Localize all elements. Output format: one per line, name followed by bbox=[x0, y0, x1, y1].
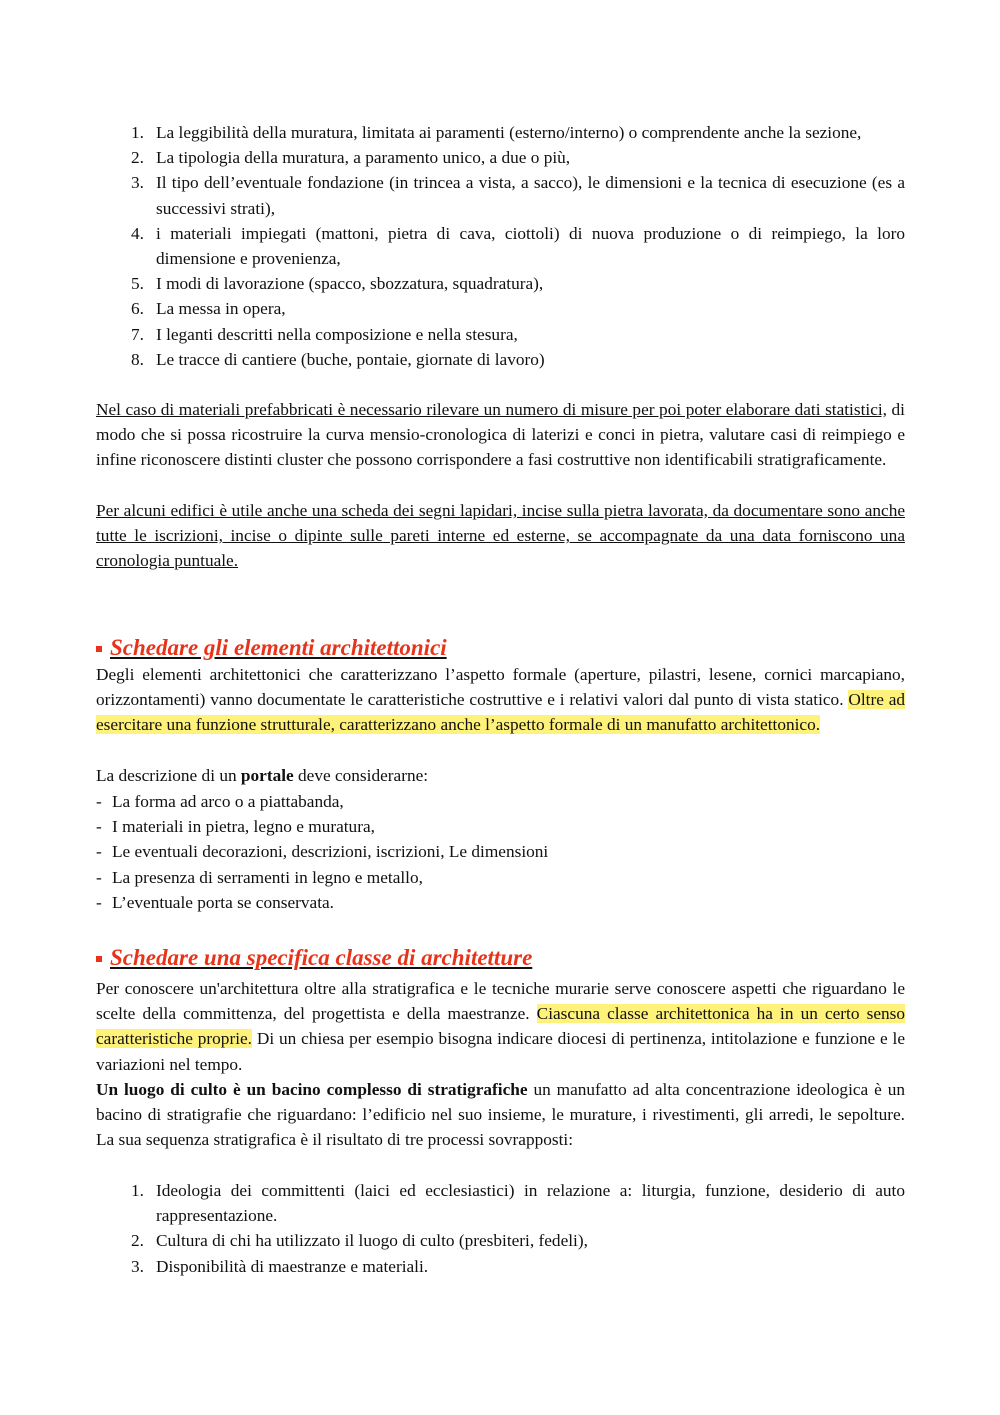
list-item bbox=[96, 1254, 905, 1279]
list-item bbox=[96, 814, 905, 839]
dash-bullet: - bbox=[96, 867, 102, 887]
list-item-text: Cultura di chi ha utilizzato il luogo di culto (presbiteri, fedeli), bbox=[156, 1231, 588, 1251]
list-item-text: L’eventuale porta se conservata. bbox=[112, 892, 334, 912]
list-item bbox=[96, 271, 905, 296]
paragraph-text: Degli elementi architettonici che caratterizzano l’aspetto formale (aperture, pilastri, lesene, cornici marcapiano, orizzontamenti) vanno documentate le caratteristiche costruttive e i relativi valori dal punto di vista statico. bbox=[96, 665, 905, 710]
list-item bbox=[96, 890, 905, 915]
list-item-text: La forma ad arco o a piattabanda, bbox=[112, 792, 344, 811]
dash-bullet: - bbox=[96, 792, 102, 811]
list-item bbox=[96, 221, 905, 271]
list-item-text: i materiali impiegati (mattoni, pietra di cava, ciottoli) di nuova produzione o di reimpiego, la loro dimensione e provenienza, bbox=[156, 223, 905, 269]
dash-bullet: - bbox=[96, 892, 102, 912]
paragraph-segni-lapidari bbox=[96, 498, 905, 574]
paragraph-architettura-intro bbox=[96, 976, 905, 1077]
square-bullet-icon bbox=[96, 956, 102, 962]
list-item bbox=[96, 296, 905, 321]
bold-term: portale bbox=[240, 766, 294, 785]
highlighted-text: Ciascuna classe architettonica ha in un certo senso caratteristiche proprie. bbox=[96, 1004, 906, 1049]
list-item bbox=[96, 322, 905, 347]
list-item bbox=[96, 865, 905, 890]
list-number: 2. bbox=[131, 148, 144, 168]
list-item-text: I leganti descritti nella composizione e nella stesura, bbox=[156, 324, 518, 344]
underlined-text: Per alcuni edifici è utile anche una scheda dei segni lapidari, incise sulla pietra lavorata, da documentare sono anche tutte le iscrizioni, incise o dipinte sulle pareti interne ed esterne, se accompagnate da una data forniscono una cronologia puntuale. bbox=[96, 501, 905, 571]
list-item-text: La leggibilità della muratura, limitata ai paramenti (esterno/interno) o comprendente anche la sezione, bbox=[156, 123, 862, 142]
list-item bbox=[96, 120, 905, 145]
list-number: 8. bbox=[131, 349, 144, 369]
section-heading-elementi-architettonici bbox=[96, 633, 905, 663]
paragraph-portale bbox=[96, 763, 905, 788]
paragraph-text: di modo che si possa ricostruire la curva mensio-cronologica di laterizi e conci in pietra, valutare casi di reimpiego e infine riconoscere distinti cluster che possono corrispondere a fasi costruttive non identificabili stratigraficamente. bbox=[96, 400, 905, 470]
list-number: 2. bbox=[131, 1231, 144, 1251]
list-item bbox=[96, 839, 905, 864]
heading-text: Schedare una specifica classe di architetture bbox=[110, 945, 533, 970]
list-number: 3. bbox=[131, 173, 144, 193]
list-number: 3. bbox=[131, 1256, 144, 1276]
list-item bbox=[96, 347, 905, 372]
list-item-text: Ideologia dei committenti (laici ed ecclesiastici) in relazione a: liturgia, funzione, desiderio di auto rappresentazione. bbox=[156, 1181, 905, 1226]
underlined-text: Nel caso di materiali prefabbricati è necessario rilevare un numero di misure per poi poter elaborare dati statistici, bbox=[96, 400, 887, 419]
list-item bbox=[96, 789, 905, 814]
paragraph-text: un manufatto ad alta concentrazione ideologica è un bacino di stratigrafie che riguardano: l’edificio nel suo insieme, le murature, i rivestimenti, gli arredi, le sepolture. La sua sequenza stratigrafica è il risultato di tre processi sovrapposti: bbox=[96, 1080, 905, 1150]
list-item-text: Le eventuali decorazioni, descrizioni, iscrizioni, Le dimensioni bbox=[112, 842, 549, 862]
list-number: 5. bbox=[131, 274, 144, 294]
list-item-text: La presenza di serramenti in legno e metallo, bbox=[112, 867, 423, 887]
list-item bbox=[96, 1178, 905, 1228]
heading-text: Schedare gli elementi architettonici bbox=[110, 635, 447, 660]
dash-bullet: - bbox=[96, 842, 102, 862]
list-number: 1. bbox=[131, 1181, 144, 1200]
square-bullet-icon bbox=[96, 646, 102, 652]
paragraph-luogo-di-culto bbox=[96, 1077, 905, 1153]
paragraph-text: deve considerarne: bbox=[293, 766, 429, 785]
paragraph-prefabbricati bbox=[96, 397, 905, 473]
numbered-list-processi bbox=[96, 1178, 905, 1279]
list-number: 6. bbox=[131, 299, 144, 319]
highlighted-text: Oltre ad esercitare una funzione strutturale, caratterizzano anche l’aspetto formale di un manufatto architettonico. bbox=[96, 690, 906, 735]
list-item bbox=[96, 145, 905, 170]
dash-list-portale bbox=[96, 789, 905, 915]
list-item-text: La tipologia della muratura, a paramento unico, a due o più, bbox=[156, 148, 571, 168]
list-item bbox=[96, 170, 905, 220]
paragraph-text: La descrizione di un bbox=[96, 766, 241, 785]
list-item-text: La messa in opera, bbox=[156, 299, 286, 319]
list-item bbox=[96, 1228, 905, 1253]
list-item-text: Il tipo dell’eventuale fondazione (in trincea a vista, a sacco), le dimensioni e la tecnica di esecuzione (es a successivi strati), bbox=[156, 173, 905, 218]
paragraph-elementi-intro bbox=[96, 662, 905, 738]
paragraph-text: Di un chiesa per esempio bisogna indicare diocesi di pertinenza, intitolazione e funzione e le variazioni nel tempo. bbox=[96, 1029, 906, 1074]
list-item-text: Disponibilità di maestranze e materiali. bbox=[156, 1256, 429, 1276]
list-number: 7. bbox=[131, 324, 144, 344]
paragraph-text: Per conoscere un'architettura oltre alla stratigrafica e le tecniche murarie serve conoscere aspetti che riguardano le scelte della committenza, del progettista e della maestranze. bbox=[96, 979, 905, 1024]
dash-bullet: - bbox=[96, 817, 102, 837]
list-item-text: Le tracce di cantiere (buche, pontaie, giornate di lavoro) bbox=[156, 349, 545, 369]
list-number: 1. bbox=[131, 123, 144, 142]
section-heading-classe-architetture bbox=[96, 943, 905, 973]
list-number: 4. bbox=[131, 223, 144, 243]
list-item-text: I modi di lavorazione (spacco, sbozzatura, squadratura), bbox=[156, 274, 544, 294]
numbered-list-muratura bbox=[96, 120, 905, 372]
bold-term: Un luogo di culto è un bacino complesso di stratigrafiche bbox=[96, 1080, 528, 1099]
list-item-text: I materiali in pietra, legno e muratura, bbox=[112, 817, 375, 837]
